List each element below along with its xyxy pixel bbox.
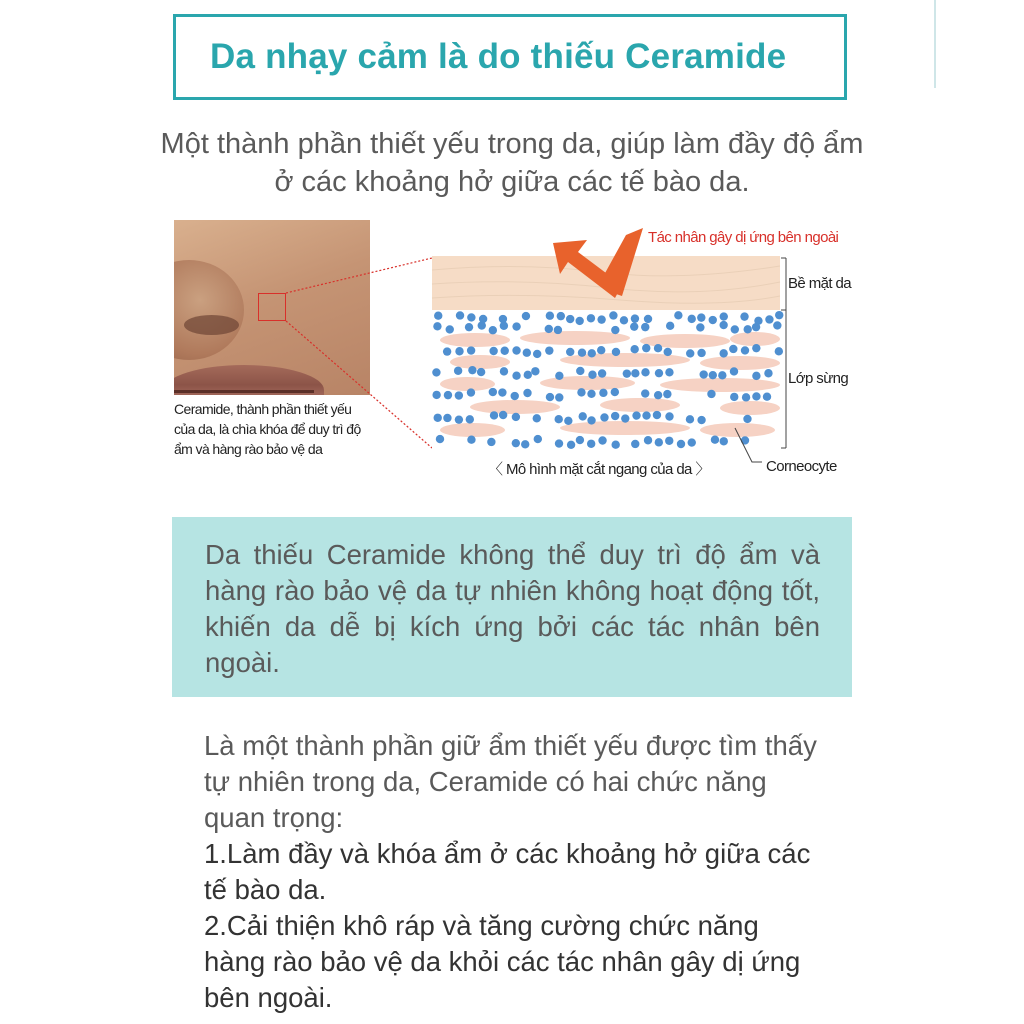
- ceramide-dot: [697, 349, 705, 357]
- ceramide-dot: [576, 436, 584, 444]
- highlight-text: Da thiếu Ceramide không thể duy trì độ ẩm và hàng rào bảo vệ da tự nhiên không hoạt động tốt, khiến da dễ bị kích ứng bởi các tác nhân bên ngoài.: [205, 539, 820, 678]
- ceramide-dot: [446, 325, 454, 333]
- ceramide-dot: [763, 392, 771, 400]
- ceramide-dot: [731, 325, 739, 333]
- ceramide-dot: [773, 321, 781, 329]
- ceramide-dot: [577, 388, 585, 396]
- ceramide-dot: [566, 348, 574, 356]
- ceramide-dot: [752, 392, 760, 400]
- ceramide-dot: [587, 314, 595, 322]
- ceramide-dot: [688, 438, 696, 446]
- ceramide-dot: [709, 316, 717, 324]
- ceramide-dot: [598, 436, 606, 444]
- ceramide-dot: [468, 366, 476, 374]
- corneocyte-cell: [730, 332, 780, 346]
- ceramide-dot: [642, 344, 650, 352]
- ceramide-dot: [524, 371, 532, 379]
- ceramide-dot: [444, 391, 452, 399]
- zoom-line-bottom: [286, 321, 432, 448]
- ceramide-dot: [741, 436, 749, 444]
- corneocyte-cell: [640, 334, 730, 348]
- ceramide-dot: [609, 311, 617, 319]
- corneocyte-cell: [440, 377, 495, 391]
- ceramide-dot: [600, 413, 608, 421]
- ceramide-dot: [467, 388, 475, 396]
- page-title: Da nhạy cảm là do thiếu Ceramide: [210, 37, 787, 76]
- ceramide-dot: [588, 349, 596, 357]
- ceramide-dot: [597, 346, 605, 354]
- ceramide-dot: [545, 325, 553, 333]
- face-caption: Ceramide, thành phần thiết yếu của da, là chìa khóa để duy trì độ ẩm và hàng rào bảo vệ da: [174, 401, 361, 457]
- ceramide-dot: [655, 438, 663, 446]
- corneocyte-cell: [700, 356, 780, 370]
- ceramide-dot: [545, 346, 553, 354]
- ceramide-dot: [546, 312, 554, 320]
- ceramide-dot: [443, 414, 451, 422]
- ceramide-dot: [500, 322, 508, 330]
- ceramide-dot: [641, 368, 649, 376]
- ceramide-dot: [752, 344, 760, 352]
- ceramide-dot: [666, 322, 674, 330]
- ceramide-dot: [720, 312, 728, 320]
- ceramide-dot: [686, 415, 694, 423]
- ceramide-dot: [478, 321, 486, 329]
- ceramide-dot: [641, 389, 649, 397]
- ceramide-dot: [653, 411, 661, 419]
- ceramide-dot: [501, 347, 509, 355]
- ceramide-dot: [466, 415, 474, 423]
- ceramide-dot: [512, 413, 520, 421]
- ceramide-dot: [456, 311, 464, 319]
- intro-text: Một thành phần thiết yếu trong da, giúp làm đầy độ ẩm ở các khoảng hở giữa các tế bào da.: [160, 128, 864, 198]
- corneocyte-label: Corneocyte: [766, 458, 837, 475]
- horny-layer-label: Lớp sừng: [788, 370, 849, 387]
- ceramide-dot: [500, 367, 508, 375]
- ceramide-dot: [554, 326, 562, 334]
- ceramide-dot: [523, 349, 531, 357]
- ceramide-dot: [623, 369, 631, 377]
- ceramide-dot: [511, 392, 519, 400]
- body-intro: Là một thành phần giữ ẩm thiết yếu được tìm thấy tự nhiên trong da, Ceramide có hai chức năng quan trọng:: [204, 730, 817, 833]
- ceramide-dot: [711, 435, 719, 443]
- ceramide-dot: [699, 370, 707, 378]
- ceramide-dot: [730, 393, 738, 401]
- ceramide-dot: [588, 371, 596, 379]
- ceramide-dot: [644, 315, 652, 323]
- ceramide-dot: [720, 437, 728, 445]
- ceramide-dot: [654, 344, 662, 352]
- ceramide-dot: [719, 349, 727, 357]
- ceramide-dot: [512, 322, 520, 330]
- ceramide-dot: [531, 367, 539, 375]
- ceramide-dot: [599, 389, 607, 397]
- ceramide-dot: [512, 346, 520, 354]
- ceramide-dot: [499, 411, 507, 419]
- ceramide-dot: [611, 412, 619, 420]
- ceramide-dot: [598, 369, 606, 377]
- ceramide-dot: [718, 371, 726, 379]
- ceramide-dot: [632, 411, 640, 419]
- ceramide-dot: [597, 315, 605, 323]
- ceramide-dot: [741, 346, 749, 354]
- ceramide-dot: [631, 440, 639, 448]
- ceramide-dot: [775, 347, 783, 355]
- ceramide-dot: [557, 312, 565, 320]
- ceramide-dot: [534, 435, 542, 443]
- ceramide-dot: [742, 393, 750, 401]
- corneocyte-cell: [540, 376, 635, 390]
- ceramide-dot: [587, 416, 595, 424]
- ceramide-dot: [620, 316, 628, 324]
- ceramide-dot: [730, 367, 738, 375]
- ceramide-dot: [743, 415, 751, 423]
- ceramide-dot: [579, 412, 587, 420]
- ceramide-dot: [489, 347, 497, 355]
- corneocyte-cell: [600, 398, 680, 412]
- corneocyte-cell: [660, 378, 780, 392]
- ceramide-dot: [665, 412, 673, 420]
- ceramide-dot: [621, 414, 629, 422]
- ceramide-dot: [489, 326, 497, 334]
- ceramide-dot: [612, 348, 620, 356]
- ceramide-dot: [697, 416, 705, 424]
- ceramide-dot: [567, 441, 575, 449]
- ceramide-dot: [654, 391, 662, 399]
- ceramide-dot: [454, 367, 462, 375]
- ceramide-dot: [533, 350, 541, 358]
- ceramide-dot: [533, 414, 541, 422]
- ceramide-dot: [719, 321, 727, 329]
- ceramide-dot: [432, 368, 440, 376]
- ceramide-dot: [677, 440, 685, 448]
- ceramide-dot: [631, 314, 639, 322]
- highlight-box: [172, 517, 852, 697]
- ceramide-dot: [433, 322, 441, 330]
- function-point-2: 2.Cải thiện khô ráp và tăng cường chức năng hàng rào bảo vệ da khỏi các tác nhân gây dị ứng bên ngoài.: [204, 910, 801, 1013]
- ceramide-dot: [709, 371, 717, 379]
- cross-section-label: 〈 Mô hình mặt cắt ngang của da 〉: [488, 461, 710, 478]
- ceramide-dot: [434, 311, 442, 319]
- ceramide-dot: [587, 440, 595, 448]
- ceramide-dot: [555, 415, 563, 423]
- ceramide-dot: [688, 315, 696, 323]
- ceramide-dot: [631, 369, 639, 377]
- ceramide-dot: [611, 440, 619, 448]
- ceramide-dot: [436, 435, 444, 443]
- ceramide-dot: [775, 311, 783, 319]
- ceramide-dot: [443, 347, 451, 355]
- ceramide-dot: [434, 414, 442, 422]
- ceramide-dot: [611, 326, 619, 334]
- ceramide-dot: [744, 325, 752, 333]
- ceramide-dot: [686, 349, 694, 357]
- function-point-1: 1.Làm đầy và khóa ẩm ở các khoảng hở giữa các tế bào da.: [204, 838, 811, 905]
- ceramide-dot: [697, 313, 705, 321]
- ceramide-dot: [696, 323, 704, 331]
- ceramide-dot: [765, 315, 773, 323]
- ceramide-dot: [752, 323, 760, 331]
- ceramide-dot: [465, 323, 473, 331]
- ceramide-dot: [665, 437, 673, 445]
- ceramide-dot: [566, 315, 574, 323]
- ceramide-dot: [674, 311, 682, 319]
- ceramide-dot: [740, 312, 748, 320]
- ceramide-dot: [664, 348, 672, 356]
- ceramide-dot: [467, 346, 475, 354]
- ceramide-dot: [467, 436, 475, 444]
- corneocyte-cell: [440, 333, 510, 347]
- corneocyte-cell: [700, 423, 775, 437]
- corneocyte-cell: [440, 423, 505, 437]
- ceramide-dot: [587, 390, 595, 398]
- ceramide-dot: [707, 390, 715, 398]
- ceramide-dot: [522, 312, 530, 320]
- ceramide-dot: [521, 440, 529, 448]
- ceramide-dot: [752, 372, 760, 380]
- ceramide-dot: [512, 371, 520, 379]
- body-text: [204, 728, 820, 1016]
- ceramide-dot: [432, 391, 440, 399]
- ceramide-dot: [512, 439, 520, 447]
- corneocyte-cell: [720, 401, 780, 415]
- ceramide-dot: [455, 347, 463, 355]
- ceramide-dot: [555, 393, 563, 401]
- ceramide-dot: [455, 391, 463, 399]
- ceramide-dot: [611, 388, 619, 396]
- corneocyte-cell: [560, 421, 690, 435]
- ceramide-dot: [578, 348, 586, 356]
- ceramide-dot: [487, 438, 495, 446]
- ceramide-dot: [630, 345, 638, 353]
- ceramide-dot: [665, 368, 673, 376]
- ceramide-dot: [576, 367, 584, 375]
- ceramide-dot: [467, 313, 475, 321]
- corneocyte-cell: [470, 400, 560, 414]
- ceramide-dot: [630, 322, 638, 330]
- ceramide-dot: [546, 393, 554, 401]
- ceramide-dot: [641, 323, 649, 331]
- ceramide-dot: [477, 368, 485, 376]
- ceramide-dot: [642, 411, 650, 419]
- ceramide-dot: [644, 436, 652, 444]
- ceramide-dot: [555, 439, 563, 447]
- ceramide-dot: [523, 389, 531, 397]
- ceramide-dot: [490, 411, 498, 419]
- ceramide-dot: [555, 372, 563, 380]
- surface-label: Bề mặt da: [788, 275, 851, 292]
- ceramide-dot: [764, 369, 772, 377]
- zoom-line-top: [286, 258, 432, 293]
- ceramide-dot: [655, 369, 663, 377]
- ceramide-dot: [575, 317, 583, 325]
- ceramide-dot: [663, 390, 671, 398]
- ceramide-dot: [564, 417, 572, 425]
- ceramide-dot: [489, 388, 497, 396]
- irritant-label: Tác nhân gây dị ứng bên ngoài: [648, 229, 839, 246]
- ceramide-dot: [729, 345, 737, 353]
- ceramide-dot: [498, 388, 506, 396]
- ceramide-dot: [455, 415, 463, 423]
